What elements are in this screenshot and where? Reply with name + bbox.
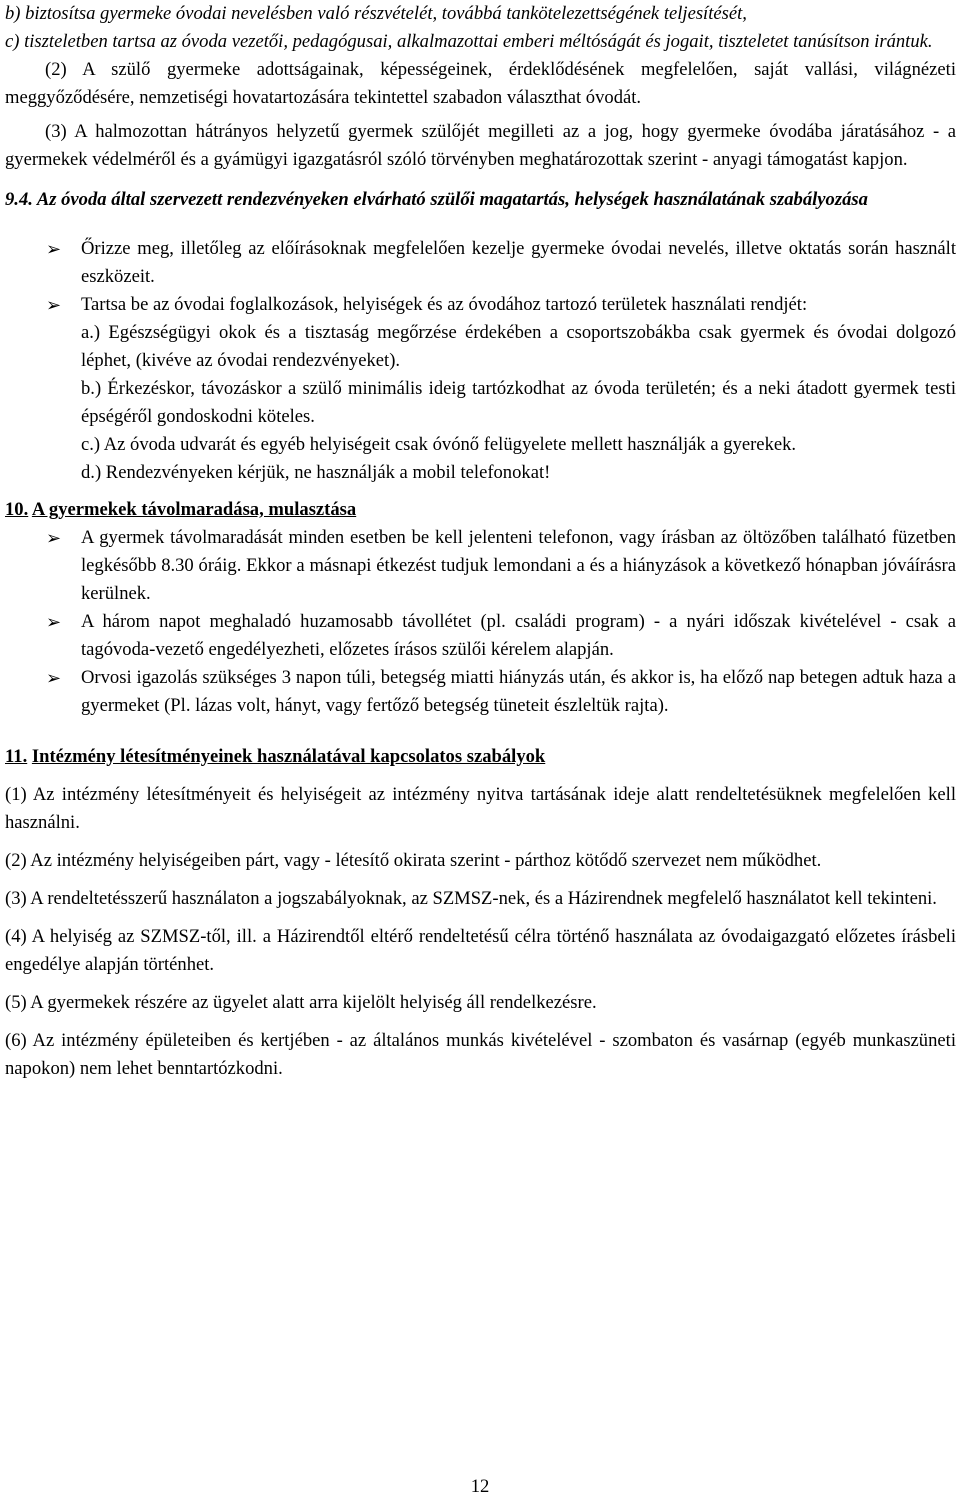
- list-item: [5, 291, 956, 319]
- list-item: [5, 235, 956, 291]
- section-title: A gyermekek távolmaradása, mulasztása: [31, 499, 357, 520]
- section-number: 10.: [5, 499, 29, 520]
- bullet-text: Orvosi igazolás szükséges 3 napon túli, betegség miatti hiányzás után, és akkor is, ha előző nap betegen adtuk haza a gyermeket (Pl. lázas volt, hányt, vagy fertőző betegség tüneteit észleltük rajta).: [81, 667, 956, 716]
- sub-item-c: c.) Az óvoda udvarát és egyéb helyiségeit csak óvónő felügyelete mellett használják a gyerekek.: [81, 434, 797, 455]
- rule-paragraph-5: (5) A gyermekek részére az ügyelet alatt arra kijelölt helyiség áll rendelkezésre.: [5, 992, 597, 1013]
- document-page: [5, 0, 956, 1083]
- arrowhead-bullet-icon: ➢: [46, 295, 62, 315]
- rule-paragraph-6: (6) Az intézmény épületeiben és kertjében - az általános munkás kivételével - szombaton és vasárnap (egyéb munkaszüneti napokon) nem lehet benntartózkodni.: [5, 1030, 956, 1079]
- bullet-text: A három napot meghaladó huzamosabb távollétet (pl. családi program) - a nyári időszak kivételével - csak a tagóvoda-vezető engedélyezheti, előzetes írásos szülői kérelem alapján.: [81, 611, 956, 660]
- sub-item-a: a.) Egészségügyi okok és a tisztaság megőrzése érdekében a csoportszobákba csak gyermek és óvodai dolgozó léphet, (kivéve az óvodai rendezvényeket).: [81, 322, 956, 371]
- list-item: [5, 524, 956, 608]
- section-10-heading: [5, 496, 956, 524]
- section-10-list: [5, 524, 956, 720]
- section-9-4-heading: 9.4. Az óvoda által szervezett rendezvényeken elvárható szülői magatartás, helységek használatának szabályozása: [5, 189, 868, 210]
- rule-paragraph-4: (4) A helyiség az SZMSZ-től, ill. a Házirendtől eltérő rendeltetésű célra történő használata az óvodaigazgató előzetes írásbeli engedélye alapján történhet.: [5, 926, 956, 975]
- page-number: 12: [470, 1476, 490, 1497]
- section-11-heading: [5, 743, 956, 771]
- section-9-4-list: [5, 235, 956, 487]
- bullet-text: A gyermek távolmaradását minden esetben be kell jelenteni telefonon, vagy írásban az öltözőben található füzetben legkésőbb 8.30 óráig. Ekkor a másnapi étkezést tudjuk lemondani a és a hiányzások a következő hónapban jóváírásra kerülnek.: [81, 527, 956, 604]
- sub-item-d: d.) Rendezvényeken kérjük, ne használják a mobil telefonokat!: [81, 462, 551, 483]
- paragraph-3: (3) A halmozottan hátrányos helyzetű gyermek szülőjét megilleti az a jog, hogy gyermeke óvodába járatásához - a gyermekek védelméről és a gyámügyi igazgatásról szóló törvényben meghatározottak szerint - anyagi támogatást kapjon.: [5, 121, 956, 170]
- bullet-text: Tartsa be az óvodai foglalkozások, helyiségek és az óvodához tartozó területek használati rendjét:: [81, 294, 808, 315]
- section-number: 11.: [5, 746, 28, 767]
- paragraph-2: (2) A szülő gyermeke adottságainak, képességeinek, érdeklődésének megfelelően, saját vallási, világnézeti meggyőződésére, nemzetiségi hovatartozására tekintettel szabadon választhat óvodát.: [5, 59, 956, 108]
- rule-paragraph-3: (3) A rendeltetésszerű használaton a jogszabályoknak, az SZMSZ-nek, és a Házirendnek megfelelő használatot kell tekinteni.: [5, 888, 937, 909]
- arrowhead-bullet-icon: ➢: [46, 668, 62, 688]
- arrowhead-bullet-icon: ➢: [46, 528, 62, 548]
- item-b: b) biztosítsa gyermeke óvodai nevelésben való részvételét, továbbá tankötelezettségének teljesítését,: [5, 3, 747, 24]
- list-item: [5, 608, 956, 664]
- rule-paragraph-1: (1) Az intézmény létesítményeit és helyiségeit az intézmény nyitva tartásának ideje alatt rendeltetésüknek megfelelően kell használni.: [5, 784, 956, 833]
- arrowhead-bullet-icon: ➢: [46, 239, 62, 259]
- sub-item-b: b.) Érkezéskor, távozáskor a szülő minimális ideig tartózkodhat az óvoda területén; és a neki átadott gyermek testi épségéről gondoskodni köteles.: [81, 378, 956, 427]
- bullet-text: Őrizze meg, illetőleg az előírásoknak megfelelően kezelje gyermeke óvodai nevelés, illetve oktatás során használt eszközeit.: [81, 238, 956, 287]
- item-c: c) tiszteletben tartsa az óvoda vezetői, pedagógusai, alkalmazottai emberi méltóságát és jogait, tiszteletet tanúsítson irántuk.: [5, 31, 933, 52]
- section-title: Intézmény létesítményeinek használatával kapcsolatos szabályok: [31, 746, 546, 767]
- rule-paragraph-2: (2) Az intézmény helyiségeiben párt, vagy - létesítő okirata szerint - párthoz kötődő szervezet nem működhet.: [5, 850, 822, 871]
- arrowhead-bullet-icon: ➢: [46, 612, 62, 632]
- list-item: [5, 664, 956, 720]
